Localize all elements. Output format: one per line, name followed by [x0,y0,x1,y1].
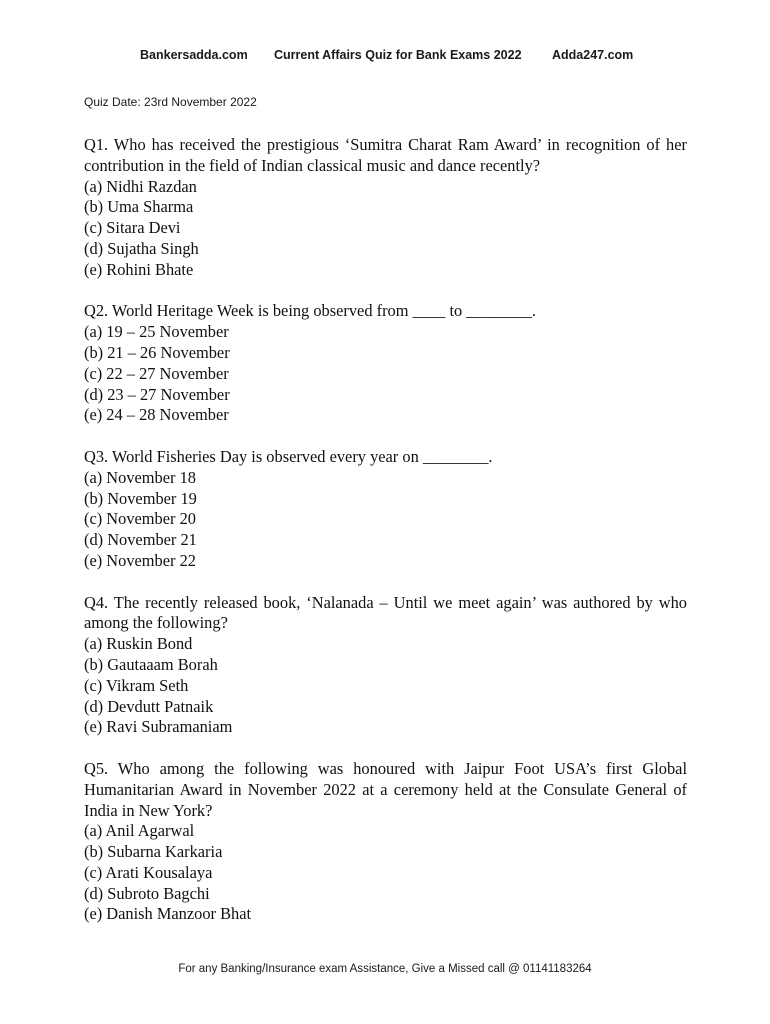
option-e: (e) Rohini Bhate [84,259,194,279]
question-3 [84,447,687,572]
option-d: (d) Devdutt Patnaik [84,696,214,716]
option-e: (e) Danish Manzoor Bhat [84,904,252,924]
option-e: (e) Ravi Subramaniam [84,717,233,737]
option-d: (d) Sujatha Singh [84,238,199,258]
header-site-right: Adda247.com [552,48,634,62]
option-a: (a) 19 – 25 November [84,322,229,342]
option-e: (e) 24 – 28 November [84,405,229,425]
question-text: Q5. Who among the following was honoured with Jaipur Foot USA’s first Global Humanitarian Award in November 2022 at a ceremony held at the Consulate General of India in New York? [84,758,687,820]
question-2 [84,301,687,426]
option-c: (c) 22 – 27 November [84,363,229,383]
question-1 [84,135,687,281]
option-list [84,634,687,738]
option-list [84,322,687,426]
page-header [0,48,770,66]
header-site-left: Bankersadda.com [140,48,248,62]
option-d: (d) Subroto Bagchi [84,883,210,903]
quiz-date: Quiz Date: 23rd November 2022 [84,95,257,109]
question-4 [84,593,687,739]
option-b: (b) Subarna Karkaria [84,842,223,862]
page-footer: For any Banking/Insurance exam Assistance, Give a Missed call @ 01141183264 [178,963,592,975]
header-title: Current Affairs Quiz for Bank Exams 2022 [274,48,522,62]
option-b: (b) Gautaaam Borah [84,654,218,674]
option-list [84,821,687,925]
option-d: (d) 23 – 27 November [84,384,230,404]
quiz-content [84,135,687,946]
option-e: (e) November 22 [84,550,196,570]
question-text: Q3. World Fisheries Day is observed every year on ________. [84,446,493,466]
question-text: Q2. World Heritage Week is being observed from ____ to ________. [84,301,536,321]
option-b: (b) 21 – 26 November [84,342,230,362]
question-5 [84,759,687,925]
option-b: (b) Uma Sharma [84,197,194,217]
option-list [84,468,687,572]
option-a: (a) Anil Agarwal [84,821,195,841]
option-b: (b) November 19 [84,488,197,508]
option-a: (a) Nidhi Razdan [84,176,197,196]
option-list [84,177,687,281]
question-text: Q1. Who has received the prestigious ‘Sumitra Charat Ram Award’ in recognition of her contribution in the field of Indian classical music and dance recently? [84,135,687,175]
option-a: (a) Ruskin Bond [84,634,193,654]
option-a: (a) November 18 [84,467,196,487]
option-c: (c) Arati Kousalaya [84,862,213,882]
option-c: (c) Sitara Devi [84,218,181,238]
option-d: (d) November 21 [84,530,197,550]
option-c: (c) Vikram Seth [84,675,189,695]
question-text: Q4. The recently released book, ‘Nalanada – Until we meet again’ was authored by who among the following? [84,592,687,633]
option-c: (c) November 20 [84,509,196,529]
